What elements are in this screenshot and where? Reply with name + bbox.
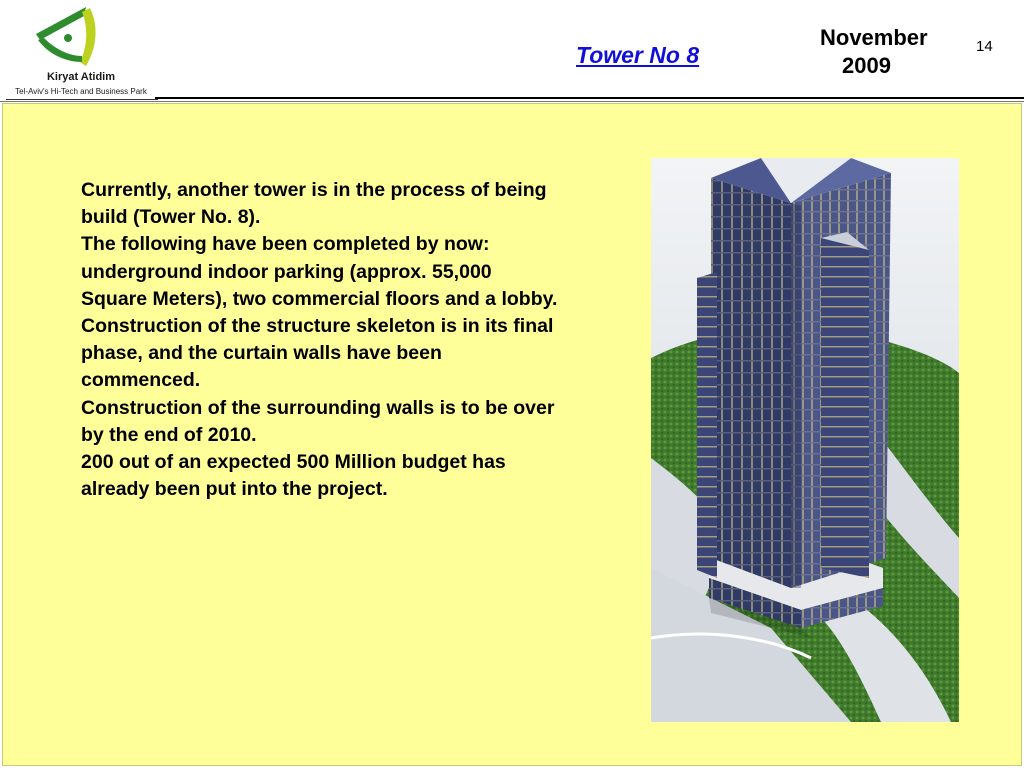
body-paragraph: 200 out of an expected 500 Million budget has already been put into the project. xyxy=(81,451,506,501)
date-year: 2009 xyxy=(842,53,891,78)
logo-underline xyxy=(6,99,158,100)
slide-header xyxy=(0,0,1024,100)
page-number: 14 xyxy=(976,38,993,55)
logo-tagline: Tel-Aviv's Hi-Tech and Business Park xyxy=(15,87,147,96)
header-divider xyxy=(155,97,1024,99)
content-panel xyxy=(2,103,1022,766)
body-paragraph: Currently, another tower is in the process of being build (Tower No. 8). xyxy=(81,179,547,229)
slide-date xyxy=(820,24,950,80)
body-paragraph: Construction of the structure skeleton is in its final phase, and the curtain walls have been commenced. xyxy=(81,315,554,392)
tower-rendering-image xyxy=(651,158,959,722)
tower-illustration xyxy=(651,158,959,722)
body-paragraph: The following have been completed by now: underground indoor parking (approx. 55,000 Square Meters), two commercial floors and a lobby. xyxy=(81,233,558,310)
body-paragraph: Construction of the surrounding walls is to be over by the end of 2010. xyxy=(81,396,555,446)
company-logo xyxy=(6,4,156,96)
logo-name: Kiryat Atidim xyxy=(46,71,116,83)
date-month: November xyxy=(820,25,928,50)
logo-mark-icon xyxy=(28,4,128,68)
body-text xyxy=(81,177,561,503)
slide-title: Tower No 8 xyxy=(576,42,700,68)
header-divider-thin xyxy=(0,101,1024,102)
